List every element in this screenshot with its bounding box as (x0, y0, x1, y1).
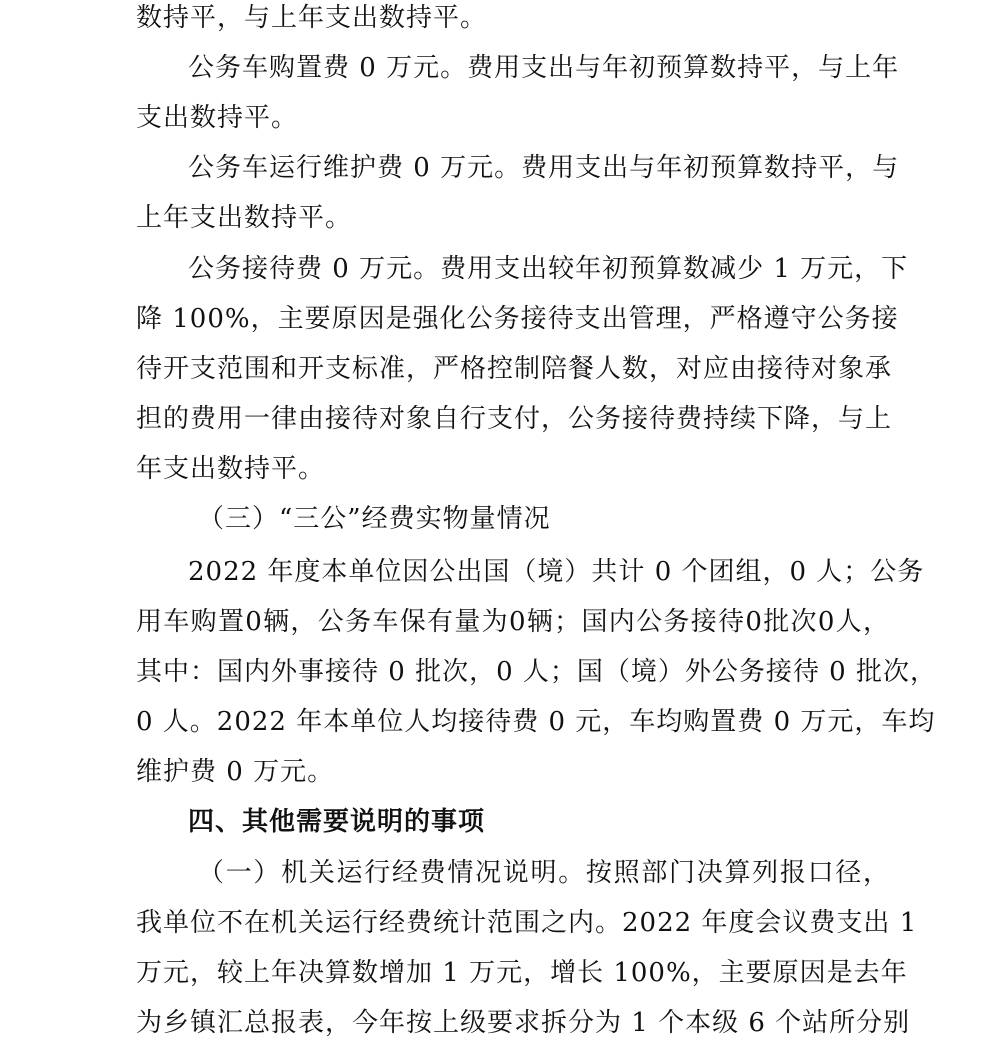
text-line: 公务车运行维护费 0 万元。费用支出与年初预算数持平，与 (188, 153, 900, 183)
text-line: 0 人。2022 年本单位人均接待费 0 元，车均购置费 0 万元，车均 (136, 707, 936, 737)
text-line: 公务接待费 0 万元。费用支出较年初预算数减少 1 万元，下 (188, 254, 909, 284)
section-heading: （三）“三公”经费实物量情况 (198, 504, 551, 534)
text-line: 维护费 0 万元。 (136, 757, 335, 787)
section-heading-bold: 四、其他需要说明的事项 (188, 807, 486, 837)
text-line: 支出数持平。 (136, 103, 299, 133)
text-line: 2022 年度本单位因公出国（境）共计 0 个团组，0 人；公务 (188, 557, 925, 587)
text-line: 数持平，与上年支出数持平。 (136, 3, 488, 33)
text-line: 公务车购置费 0 万元。费用支出与年初预算数持平，与上年 (188, 53, 900, 83)
text-line: （一）机关运行经费情况说明。按照部门决算列报口径， (198, 858, 890, 888)
text-line: 我单位不在机关运行经费统计范围之内。2022 年度会议费支出 1 (136, 908, 918, 938)
text-line: 担的费用一律由接待对象自行支付，公务接待费持续下降，与上 (136, 404, 893, 434)
text-line: 待开支范围和开支标准，严格控制陪餐人数，对应由接待对象承 (136, 354, 893, 384)
text-line: 万元，较上年决算数增加 1 万元，增长 100%，主要原因是去年 (136, 958, 908, 988)
text-line: 上年支出数持平。 (136, 203, 353, 233)
text-line: 降 100%，主要原因是强化公务接待支出管理，严格遵守公务接 (136, 304, 899, 334)
text-line: 其中：国内外事接待 0 批次，0 人；国（境）外公务接待 0 批次， (136, 657, 937, 687)
text-line: 为乡镇汇总报表，今年按上级要求拆分为 1 个本级 6 个站所分别 (136, 1008, 911, 1038)
text-line: 用车购置0辆，公务车保有量为0辆；国内公务接待0批次0人， (136, 607, 890, 637)
text-line: 年支出数持平。 (136, 454, 326, 484)
